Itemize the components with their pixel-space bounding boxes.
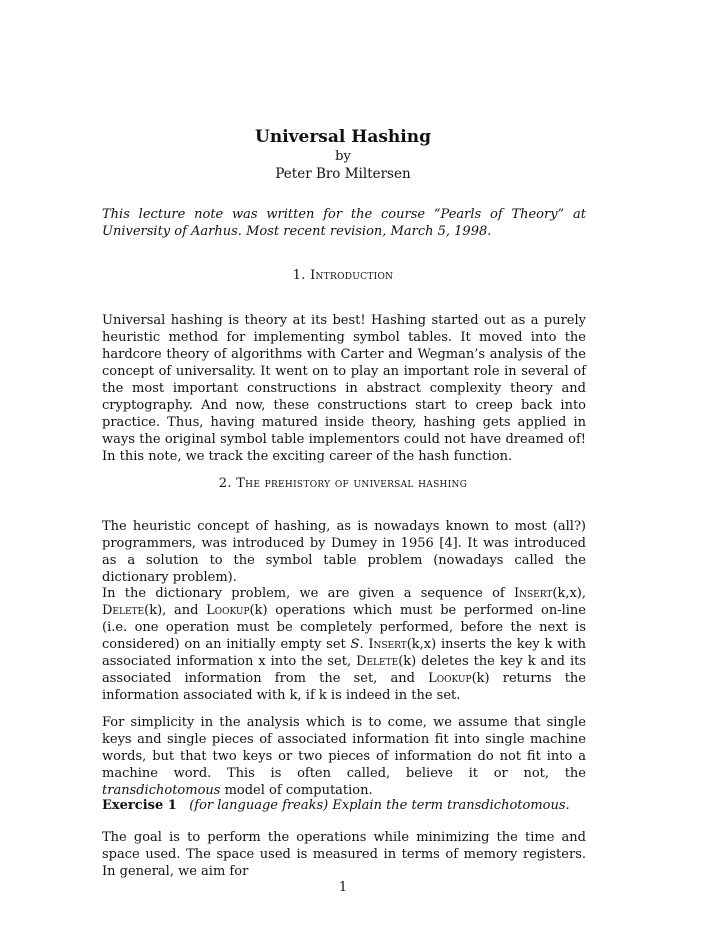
intro-paragraph: Universal hashing is theory at its best! Hashing started out as a purely heuristic method for implementing symbol tables. It moved into the hardcore theory of algorithms with Carter and Wegman’s analysis of the concept of universality. It went on to play an important role in several of the most important constructions in abstract complexity theory and cryptography. And now, these constructions start to creep back into practice. Thus, having matured inside theory, hashing gets applied in ways the original symbol table implementors could not have dreamed of! In this note, we track the exciting career of the hash function. (102, 313, 586, 464)
dictionary-text-2: (k,x), (552, 586, 586, 601)
author-name: Peter Bro Miltersen (275, 166, 411, 182)
dictionary-text-8: (k) returns the information associated with k, if k is indeed in the set. (102, 671, 586, 703)
simplicity-paragraph (102, 714, 586, 799)
exercise-text: (for language freaks) Explain the term transdichotomous. (189, 798, 570, 813)
simplicity-text-1: For simplicity in the analysis which is to come, we assume that single keys and single pieces of associated information fit into single machine words, but that two keys or two pieces of information do not fit into a machine word. This is often called, believe it or not, the (102, 715, 586, 781)
set-symbol: S (350, 637, 360, 652)
dictionary-text-7: (k) deletes the key k and its associated information from the set, and (102, 654, 586, 686)
delete-operation: Delete (102, 603, 145, 618)
prehistory-paragraph: The heuristic concept of hashing, as is nowadays known to most (all?) programmers, was introduced by Dumey in 1956 [4]. It was introduced as a solution to the symbol table problem (nowadays called the dictionary problem). (102, 519, 586, 585)
dictionary-text-3: (k), and (144, 603, 207, 618)
goal-paragraph: The goal is to perform the operations while minimizing the time and space used. The space used is measured in terms of memory registers. In general, we aim for (102, 830, 586, 879)
dictionary-text-1: In the dictionary problem, we are given a sequence of (102, 586, 514, 601)
insert-operation: Insert (514, 586, 553, 601)
exercise-label: Exercise 1 (102, 798, 177, 813)
lookup-operation: Lookup (206, 603, 250, 618)
lookup-operation-2: Lookup (428, 671, 472, 686)
dictionary-text-5: . (359, 637, 369, 652)
dictionary-text-4: (k) operations which must be performed on-line (i.e. one operation must be completely performed, before the next is considered) on an initially empty set (102, 603, 586, 652)
delete-operation-2: Delete (356, 654, 399, 669)
byline-by: by (335, 149, 351, 164)
dictionary-paragraph (102, 585, 586, 704)
dictionary-text-6: (k,x) inserts the key k with associated information x into the set, (102, 637, 586, 669)
insert-operation-2: Insert (368, 637, 407, 652)
page-number: 1 (338, 880, 348, 895)
abstract-note: This lecture note was written for the course “Pearls of Theory” at University of Aarhus. Most recent revision, March 5, 1998. (102, 207, 586, 239)
transdichotomous-term: transdichotomous (102, 783, 221, 798)
exercise-1 (102, 797, 586, 814)
section-heading-introduction: 1. Introduction (292, 268, 394, 283)
paper-title: Universal Hashing (255, 127, 431, 147)
section-heading-prehistory: 2. The prehistory of universal hashing (218, 476, 468, 491)
simplicity-text-2: model of computation. (220, 783, 373, 798)
